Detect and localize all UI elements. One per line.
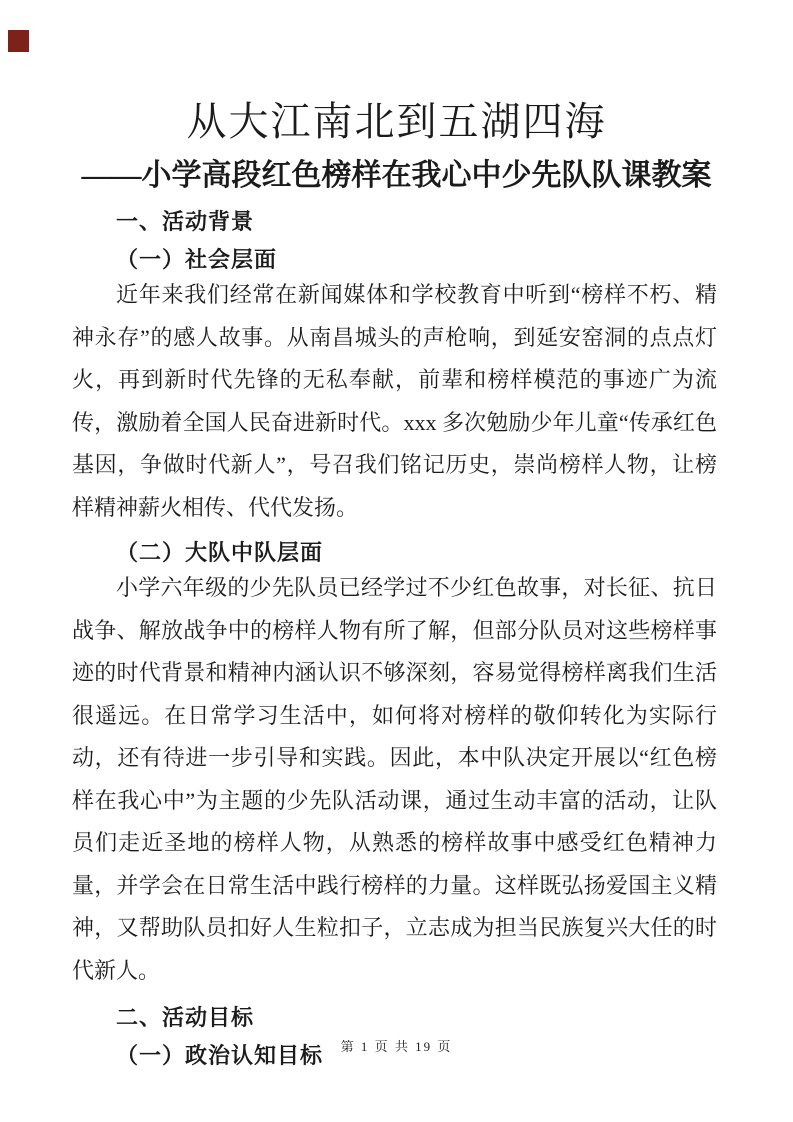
sub-heading: （二）大队中队层面 — [116, 540, 324, 565]
corner-red-mark — [8, 30, 29, 52]
doc-title: 从大江南北到五湖四海 — [186, 99, 607, 144]
page-footer: 第 1 页 共 19 页 — [340, 1039, 453, 1054]
paragraph: 近年来我们经常在新闻媒体和学校教育中听到“榜样不朽、精神永存”的感人故事。从南昌城头的声枪响，到延安窑洞的点点灯火，再到新时代先锋的无私奉献，前辈和榜样模范的事迹广为流传，激励着全国人民奋进新时代。xxx 多次勉励少年儿童“传承红色基因，争做时代新人”，号召我们铭记历史，崇尚榜样人物，让榜样精神薪火相传、代代发扬。 — [72, 282, 717, 520]
section-heading: 一、活动背景 — [116, 209, 255, 234]
doc-body — [72, 208, 717, 1070]
section-heading: 二、活动目标 — [116, 1005, 255, 1030]
doc-subtitle: ——小学高段红色榜样在我心中少先队队课教案 — [81, 159, 712, 192]
paragraph: 小学六年级的少先队员已经学过不少红色故事，对长征、抗日战争、解放战争中的榜样人物有所了解，但部分队员对这些榜样事迹的时代背景和精神内涵认识不够深刻，容易觉得榜样离我们生活很遥远。在日常学习生活中，如何将对榜样的敬仰转化为实际行动，还有待进一步引导和实践。因此，本中队决定开展以“红色榜样在我心中”为主题的少先队活动课，通过生动丰富的活动，让队员们走近圣地的榜样人物，从熟悉的榜样故事中感受红色精神力量，并学会在日常生活中践行榜样的力量。这样既弘扬爱国主义精神，又帮助队员扣好人生粒扣子，立志成为担当民族复兴大任的时代新人。 — [72, 575, 717, 983]
sub-heading: （一）政治认知目标 — [116, 1043, 324, 1068]
sub-heading: （一）社会层面 — [116, 247, 278, 272]
